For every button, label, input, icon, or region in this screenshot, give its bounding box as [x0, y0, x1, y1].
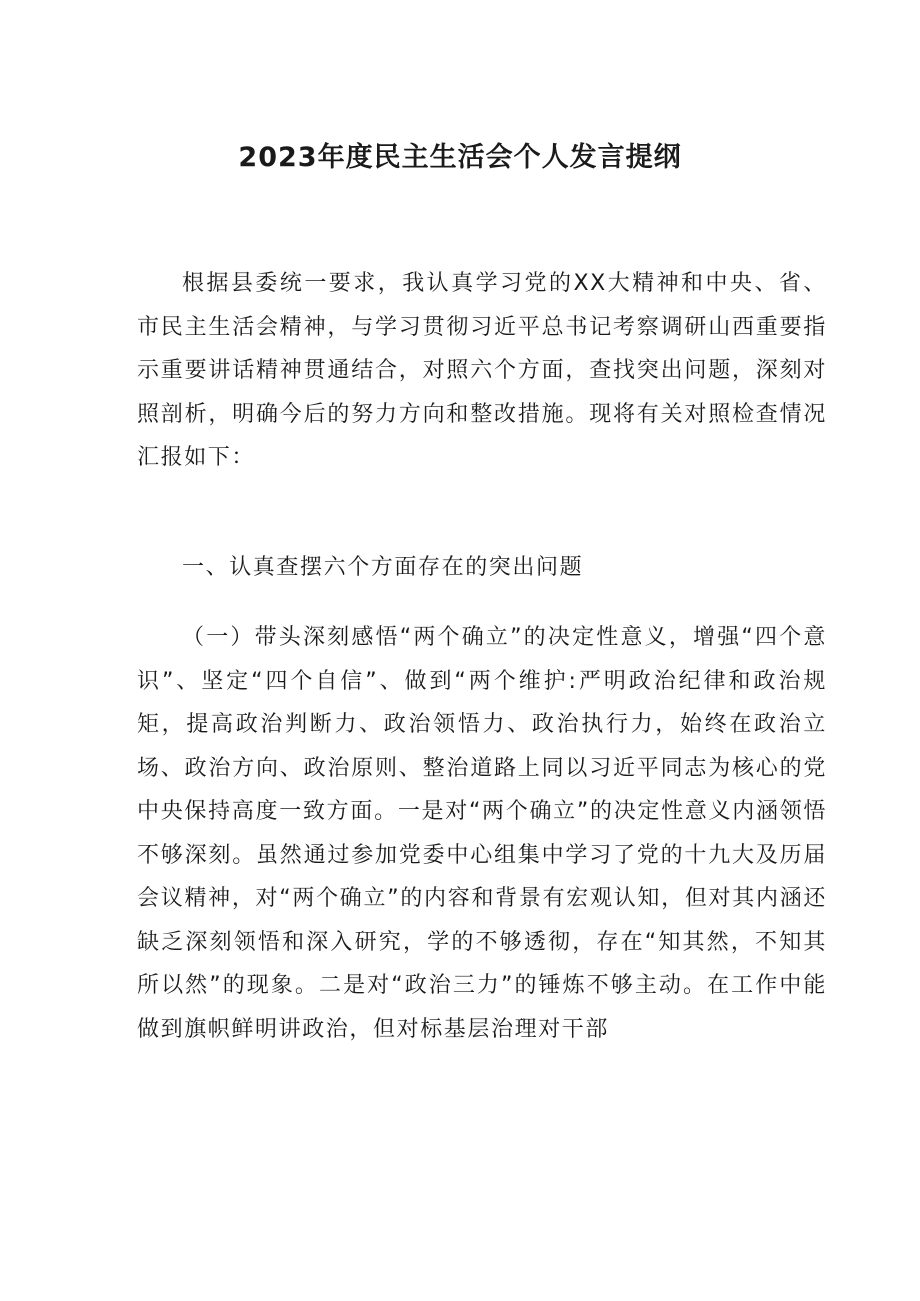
intro-paragraph: 根据县委统一要求，我认真学习党的XX大精神和中央、省、市民主生活会精神，与学习贯彻习近平总书记考察调研山西重要指示重要讲话精神贯通结合，对照六个方面，查找突出问题，深刻对照剖析，明确今后的努力方向和整改措施。现将有关对照检查情况汇报如下： — [137, 271, 827, 470]
section-paragraph: （一）带头深刻感悟“两个确立”的决定性意义，增强“四个意识”、坚定“四个自信”、做到“两个维护:严明政治纪律和政治规矩，提高政治判断力、政治领悟力、政治执行力，始终在政治立场、政治方向、政治原则、整治道路上同以习近平同志为核心的党中央保持高度一致方面。一是对“两个确立”的决定性意义内涵领悟不够深刻。虽然通过参加党委中心组集中学习了党的十九大及历届会议精神，对“两个确立”的内容和背景有宏观认知，但对其内涵还缺乏深刻领悟和深入研究，学的不够透彻，存在“知其然，不知其所以然”的现象。二是对“政治三力”的锤炼不够主动。在工作中能做到旗帜鲜明讲政治，但对标基层治理对干部 — [137, 625, 827, 1042]
section-heading: 一、认真查摆六个方面存在的突出问题 — [182, 555, 584, 580]
document-title: 2023年度民主生活会个人发言提纲 — [238, 142, 682, 173]
